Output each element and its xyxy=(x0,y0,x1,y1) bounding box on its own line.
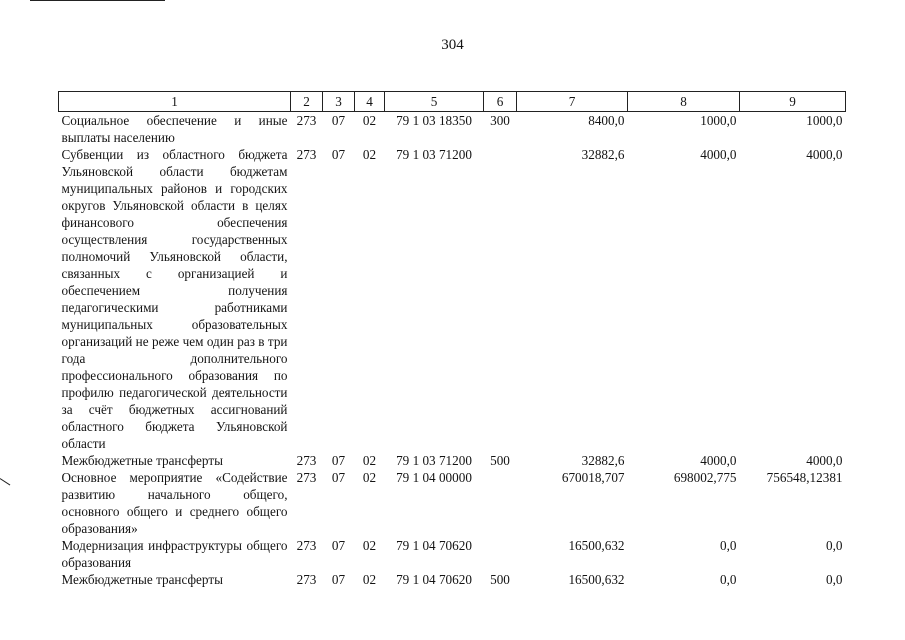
row-name: Модернизация инфраструктуры общего образования xyxy=(61,538,288,570)
cell-col2: 273 xyxy=(296,113,317,128)
cell-col3: 07 xyxy=(331,453,346,468)
cell-col6 xyxy=(484,469,517,537)
cell-col9: 756548,12381 xyxy=(766,470,843,485)
table-row xyxy=(59,112,846,147)
cell-col4: 02 xyxy=(362,147,377,162)
cell-col7: 16500,632 xyxy=(568,572,625,587)
cell-col5: 79 1 03 18350 xyxy=(396,113,472,128)
row-name: Субвенции из областного бюджета Ульяновской области бюджетам муниципальных районов и городских округов Ульяновской области в целях финансового обеспечения осуществления государственных полномочий Ульяновской области, связанных с организацией и обеспечением получения педагогическими работниками муниципальных образовательных организаций не реже чем один раз в три года дополнительного профессионального образования по профилю педагогической деятельности за счёт бюджетных ассигнований областного бюджета Ульяновской области xyxy=(61,147,288,451)
table-row xyxy=(59,146,846,452)
page-number: 304 xyxy=(441,37,464,53)
cell-col6 xyxy=(484,146,517,452)
cell-col4: 02 xyxy=(362,453,377,468)
cell-col8: 698002,775 xyxy=(673,470,737,485)
table-row xyxy=(59,452,846,469)
cell-col9: 4000,0 xyxy=(806,453,843,468)
cell-col5: 79 1 03 71200 xyxy=(396,453,472,468)
cell-col3: 07 xyxy=(331,470,346,485)
header-row xyxy=(59,92,846,112)
column-header: 1 xyxy=(59,92,291,112)
column-header: 3 xyxy=(323,92,355,112)
cell-col3: 07 xyxy=(331,147,346,162)
cell-col9: 0,0 xyxy=(826,538,843,553)
cell-col7: 16500,632 xyxy=(568,538,625,553)
cell-col8: 0,0 xyxy=(720,572,737,587)
budget-table xyxy=(58,91,846,588)
cell-col8: 4000,0 xyxy=(700,147,737,162)
cell-col6 xyxy=(484,537,517,571)
cell-col8: 0,0 xyxy=(720,538,737,553)
cell-col8: 1000,0 xyxy=(700,113,737,128)
cell-col3: 07 xyxy=(331,572,346,587)
row-name: Основное мероприятие «Содействие развитию начального общего, основного общего и среднего общего образования» xyxy=(61,470,288,536)
column-header: 4 xyxy=(355,92,385,112)
cell-col8: 4000,0 xyxy=(700,453,737,468)
table-row xyxy=(59,469,846,537)
cell-col3: 07 xyxy=(331,538,346,553)
column-header: 5 xyxy=(385,92,484,112)
column-header: 7 xyxy=(517,92,628,112)
column-header: 8 xyxy=(628,92,740,112)
cell-col5: 79 1 04 70620 xyxy=(396,538,472,553)
column-header: 6 xyxy=(484,92,517,112)
cell-col5: 79 1 04 00000 xyxy=(396,470,472,485)
cell-col2: 273 xyxy=(296,147,317,162)
cell-col4: 02 xyxy=(362,538,377,553)
cell-col2: 273 xyxy=(296,470,317,485)
table-header xyxy=(59,92,846,112)
column-header: 2 xyxy=(291,92,323,112)
cell-col5: 79 1 04 70620 xyxy=(396,572,472,587)
cell-col6: 500 xyxy=(490,572,510,587)
row-name: Межбюджетные трансферты xyxy=(61,572,223,587)
cell-col3: 07 xyxy=(331,113,346,128)
cell-col9: 4000,0 xyxy=(806,147,843,162)
column-header: 9 xyxy=(740,92,846,112)
cell-col5: 79 1 03 71200 xyxy=(396,147,472,162)
cell-col2: 273 xyxy=(296,538,317,553)
cell-col7: 32882,6 xyxy=(581,147,625,162)
cell-col2: 273 xyxy=(296,572,317,587)
scan-artifact-line xyxy=(30,0,165,1)
cell-col7: 8400,0 xyxy=(588,113,625,128)
cell-col7: 32882,6 xyxy=(581,453,625,468)
cell-col4: 02 xyxy=(362,470,377,485)
table-row xyxy=(59,571,846,588)
scan-artifact-mark xyxy=(0,478,10,485)
cell-col6: 500 xyxy=(490,453,510,468)
cell-col9: 0,0 xyxy=(826,572,843,587)
cell-col4: 02 xyxy=(362,113,377,128)
cell-col6: 300 xyxy=(490,113,510,128)
cell-col2: 273 xyxy=(296,453,317,468)
cell-col7: 670018,707 xyxy=(561,470,625,485)
cell-col9: 1000,0 xyxy=(806,113,843,128)
cell-col4: 02 xyxy=(362,572,377,587)
row-name: Социальное обеспечение и иные выплаты населению xyxy=(61,113,288,145)
row-name: Межбюджетные трансферты xyxy=(61,453,223,468)
table-row xyxy=(59,537,846,571)
